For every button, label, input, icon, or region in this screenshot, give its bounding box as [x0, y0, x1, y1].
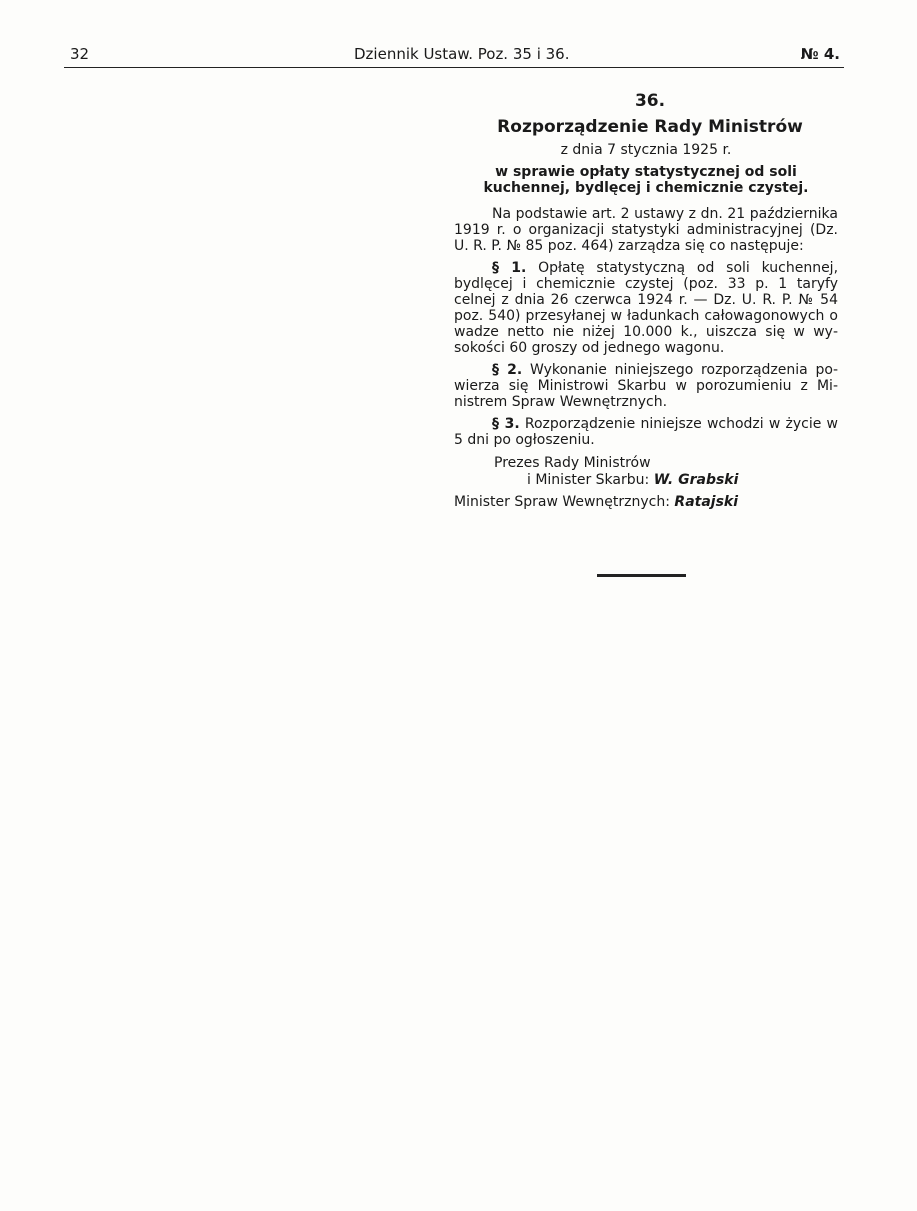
signature-interior-role: Minister Spraw Wewnętrznych:	[454, 494, 670, 510]
section-1	[454, 260, 838, 356]
section-3-text: Rozporządzenie niniejsze wchodzi w życie w 5 dni po ogłoszeniu.	[454, 416, 838, 448]
section-1-text: Opłatę statystyczną od soli kuchennej, bydlęcej i chemicznie czystej (poz. 33 p. 1 taryfy celnej z dnia 26 czerwca 1924 r. — Dz. U. R. P. № 54 poz. 540) przesyłanej w ładunkach całowagonowych o wadze netto nie niżej 10.000 k., uiszcza się w wysokości 60 groszy od jednego wagonu.	[454, 260, 839, 356]
section-2-text: Wykonanie niniejszego rozporządzenia powierza się Ministrowi Skarbu w porozumieniu z Ministrem Spraw Wewnętrznych.	[454, 362, 838, 410]
running-header	[64, 44, 844, 66]
signature-prime-minister-title: Prezes Rady Ministrów	[494, 455, 651, 471]
signature-treasury	[454, 472, 838, 489]
closing-rule	[597, 574, 686, 577]
page-number: 32	[70, 45, 90, 63]
act-title: Rozporządzenie Rady Ministrów	[497, 117, 803, 137]
signature-interior	[454, 494, 838, 511]
header-divider	[64, 67, 844, 68]
section-3	[454, 416, 838, 448]
signature-treasury-name: W. Grabski	[653, 472, 739, 488]
act-number: 36.	[634, 91, 666, 111]
signature-block	[454, 455, 838, 511]
section-1-mark: § 1.	[492, 260, 527, 276]
act-preamble: Na podstawie art. 2 ustawy z dn. 21 października 1919 r. o organizacji statystyki administracyjnej (Dz. U. R. P. № 85 poz. 464) zarządza się co następuje:	[454, 206, 838, 254]
signature-interior-name: Ratajski	[674, 494, 739, 510]
section-2	[454, 362, 838, 410]
signature-treasury-role: i Minister Skarbu:	[527, 472, 650, 488]
act-subject: w sprawie opłaty statystycznej od soli kuchennej, bydlęcej i chemicznie czystej.	[483, 164, 809, 196]
issue-number: № 4.	[800, 45, 840, 63]
journal-title: Dziennik Ustaw. Poz. 35 i 36.	[354, 45, 570, 63]
section-2-mark: § 2.	[492, 362, 523, 378]
section-3-mark: § 3.	[492, 416, 520, 432]
act-column	[454, 90, 838, 511]
act-date: z dnia 7 stycznia 1925 r.	[560, 142, 732, 158]
